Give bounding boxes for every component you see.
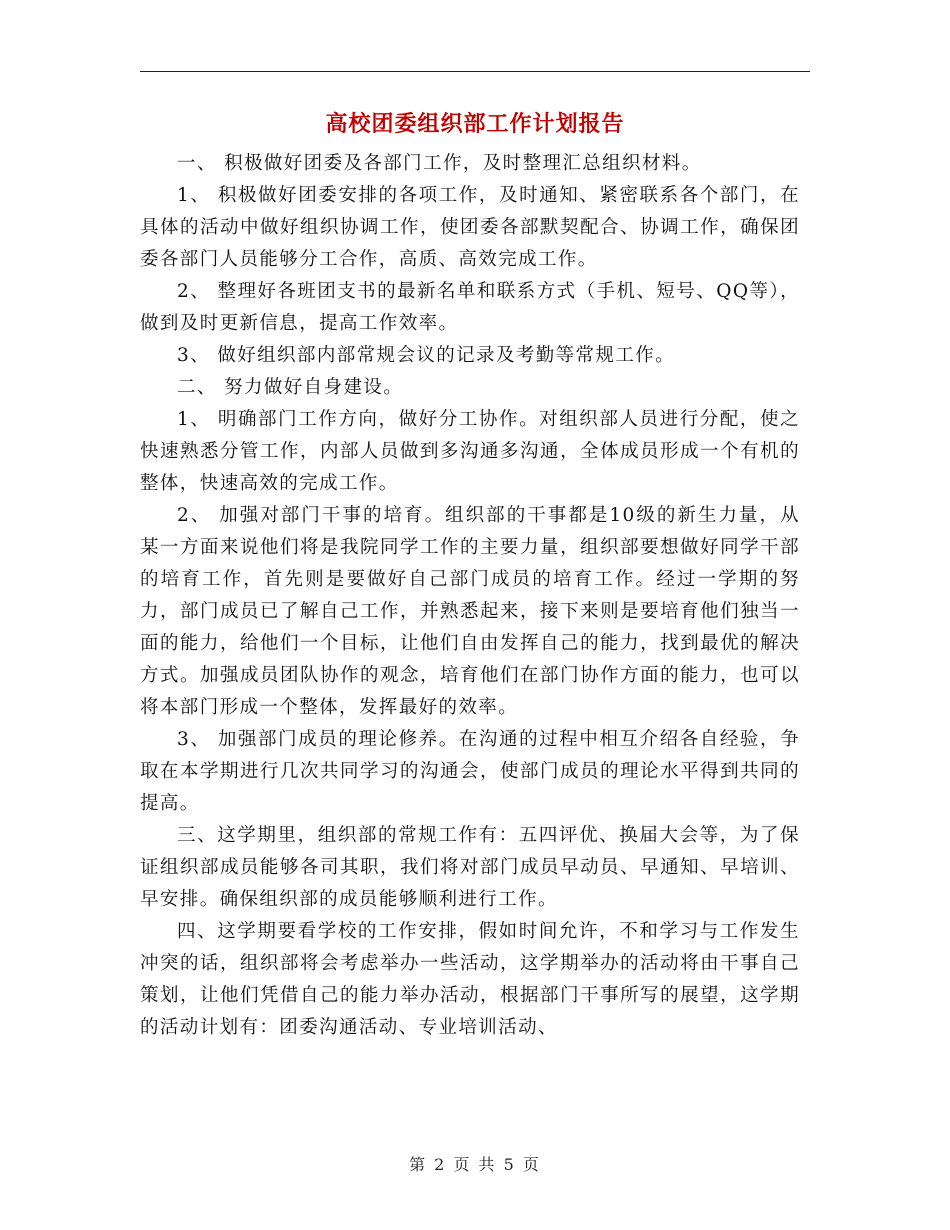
paragraph-1-1: 1、 积极做好团委安排的各项工作，及时通知、紧密联系各个部门，在具体的活动中做好组织协调工作，使团委各部默契配合、协调工作，确保团委各部门人员能够分工合作，高质、高效完成工作。 (140, 185, 800, 270)
paragraph-1-2: 2、 整理好各班团支书的最新名单和联系方式（手机、短号、QQ等），做到及时更新信息，提高工作效率。 (140, 281, 800, 334)
paragraph-section-2: 二、 努力做好自身建设。 (177, 377, 404, 398)
page-indicator: 第 2 页 共 5 页 (409, 1155, 541, 1174)
document-title: 高校团委组织部工作计划报告 (325, 112, 625, 137)
paragraph-section-1: 一、 积极做好团委及各部门工作，及时整理汇总组织材料。 (177, 153, 702, 174)
paragraph-2-3: 3、 加强部门成员的理论修养。在沟通的过程中相互介绍各自经验，争取在本学期进行几次共同学习的沟通会，使部门成员的理论水平得到共同的提高。 (140, 729, 800, 814)
paragraph-section-4: 四、这学期要看学校的工作安排，假如时间允许，不和学习与工作发生冲突的话，组织部将会考虑举办一些活动，这学期举办的活动将由干事自己策划，让他们凭借自己的能力举办活动，根据部门干事所写的展望，这学期的活动计划有：团委沟通活动、专业培训活动、 (140, 921, 800, 1038)
paragraph-2-1: 1、 明确部门工作方向，做好分工协作。对组织部人员进行分配，使之快速熟悉分管工作，内部人员做到多沟通多沟通，全体成员形成一个有机的整体，快速高效的完成工作。 (140, 409, 800, 494)
paragraph-1-3: 3、 做好组织部内部常规会议的记录及考勤等常规工作。 (177, 345, 676, 366)
document-body (140, 148, 800, 1044)
header-rule (140, 71, 810, 72)
paragraph-section-3: 三、这学期里，组织部的常规工作有：五四评优、换届大会等，为了保证组织部成员能够各司其职，我们将对部门成员早动员、早通知、早培训、早安排。确保组织部的成员能够顺利进行工作。 (140, 825, 800, 910)
paragraph-2-2: 2、 加强对部门干事的培育。组织部的干事都是10级的新生力量，从某一方面来说他们将是我院同学工作的主要力量，组织部要想做好同学干部的培育工作，首先则是要做好自己部门成员的培育工作。经过一学期的努力，部门成员已了解自己工作，并熟悉起来，接下来则是要培育他们独当一面的能力，给他们一个目标，让他们自由发挥自己的能力，找到最优的解决方式。加强成员团队协作的观念，培育他们在部门协作方面的能力，也可以将本部门形成一个整体，发挥最好的效率。 (140, 505, 800, 718)
